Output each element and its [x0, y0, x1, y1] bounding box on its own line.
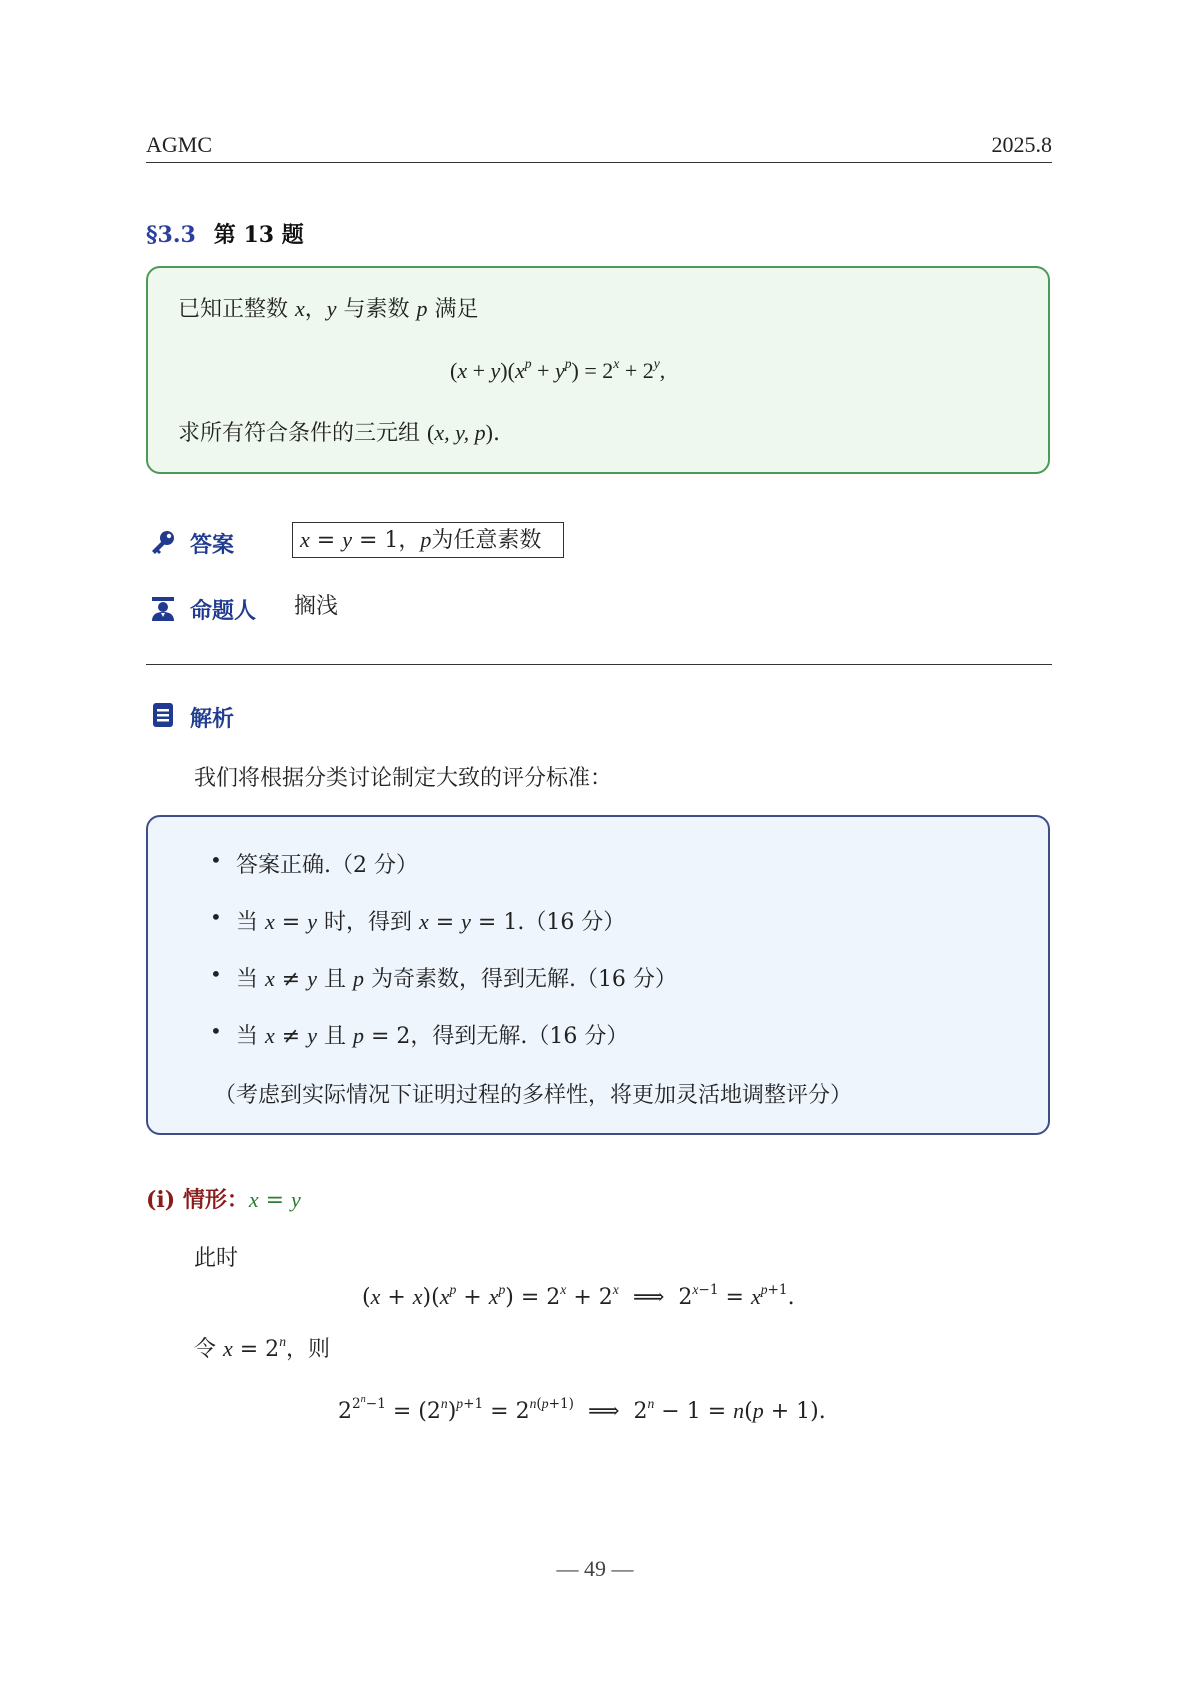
header-rule	[146, 162, 1052, 163]
criterion-2: 当 x = y 时，得到 x = y = 1.（16 分）	[236, 909, 626, 935]
author-label: 命题人	[190, 598, 257, 624]
page-number: — 49 —	[556, 1556, 634, 1581]
section-title: 第 13 题	[213, 222, 304, 248]
case-1-let-pre: 令	[194, 1337, 223, 1362]
answer-label: 答案	[190, 532, 235, 558]
case-1-heading: (i) 情形：x = y	[146, 1187, 301, 1213]
book-icon	[152, 702, 174, 728]
case-1-equation-2: $2^{2^n-1} = (2^n)^{p+1} = 2^{n(p+1)}$ ⟹ $2^n - 1 = n(p + 1)$.	[338, 1393, 826, 1424]
criterion-4-post: ，得到无解.（16 分）	[410, 1024, 629, 1049]
case-1-label: (i) 情形：	[146, 1187, 249, 1213]
case-1-let-post: ，则	[286, 1337, 331, 1362]
graduate-icon	[150, 596, 176, 622]
key-icon	[150, 530, 176, 554]
author-name: 搁浅	[294, 594, 339, 619]
header-left: AGMC	[146, 132, 213, 157]
case-1-let: 令 $x = 2^n$，则	[194, 1333, 331, 1362]
criterion-3: 当 x ≠ y 且 p 为奇素数，得到无解.（16 分）	[236, 966, 677, 992]
criterion-3-pre: 当	[236, 967, 265, 992]
header-right: 2025.8	[991, 132, 1052, 157]
criterion-2-mid: 时，得到	[316, 910, 419, 935]
bullet-3: •	[210, 962, 222, 986]
solution-label: 解析	[190, 706, 235, 732]
answer-box: x = y = 1，p为任意素数	[292, 522, 564, 558]
problem-intro: 已知正整数 x，y 与素数 p 满足	[178, 296, 479, 322]
problem-intro-text-2: 与素数	[336, 297, 417, 322]
criterion-2-pre: 当	[236, 910, 265, 935]
bullet-2: •	[210, 905, 222, 929]
section-number: §3.3	[146, 222, 196, 248]
problem-intro-text: 已知正整数	[178, 297, 295, 322]
criterion-4-pre: 当	[236, 1024, 265, 1049]
divider	[146, 664, 1052, 665]
criterion-4: 当 x ≠ y 且 p = 2，得到无解.（16 分）	[236, 1023, 629, 1049]
section-heading	[146, 218, 304, 249]
bullet-1: •	[210, 848, 222, 872]
problem-intro-sep: ，	[304, 297, 327, 322]
case-1-equation-1: $(x + x)(x^p + x^p) = 2^x + 2^x$ ⟹ $2^{x-1} = x^{p+1}$.	[362, 1281, 795, 1310]
problem-ask: 求所有符合条件的三元组 (x, y, p).	[178, 420, 500, 446]
bullet-4: •	[210, 1019, 222, 1043]
problem-ask-text: 求所有符合条件的三元组	[178, 421, 427, 446]
case-1-text: 此时	[194, 1246, 239, 1271]
solution-intro: 我们将根据分类讨论制定大致的评分标准：	[194, 766, 613, 791]
criterion-3-mid: 且	[316, 967, 353, 992]
criterion-3-post: 为奇素数，得到无解.（16 分）	[363, 967, 677, 992]
criterion-1: 答案正确.（2 分）	[236, 853, 418, 878]
answer-text: 为任意素数	[431, 528, 542, 553]
problem-intro-text-3: 满足	[427, 297, 479, 322]
problem-equation: $(x + y)(x^p + y^p) = 2^x + 2^y$,	[450, 355, 666, 383]
criterion-4-mid: 且	[316, 1024, 353, 1049]
grading-note: （考虑到实际情况下证明过程的多样性，将更加灵活地调整评分）	[214, 1083, 853, 1108]
criterion-2-post: .（16 分）	[517, 910, 626, 935]
